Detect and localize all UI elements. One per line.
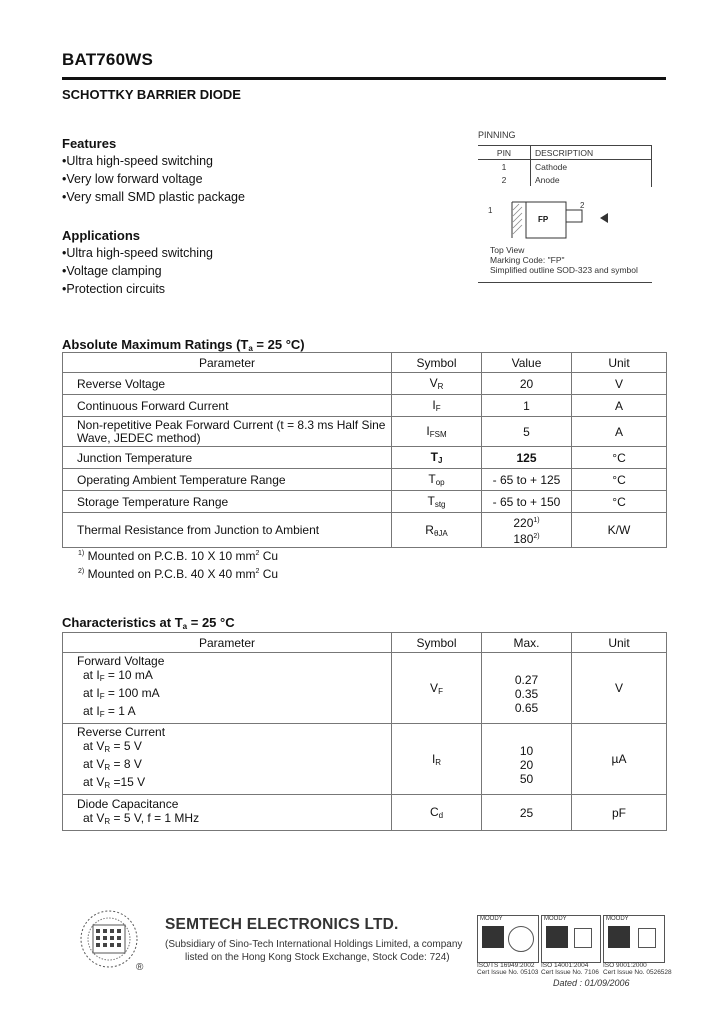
footnote: $^{1)}$ Mounted on P.C.B. 10 X 10 $mm^2$ Cu [78, 549, 279, 563]
col-header: Value [482, 353, 572, 373]
table-row: Operating Ambient Temperature Range $T_{op}$ - 65 to + 125 °C [63, 469, 667, 491]
ukas-seal-icon [638, 928, 656, 948]
table-row: Non-repetitive Peak Forward Current (t = 8.3 ms Half Sine Wave, JEDEC method) $I_{FSM}$ 5 A [63, 417, 667, 447]
table-row: Continuous Forward Current $I_F$ 1 A [63, 395, 667, 417]
table-row: Storage Temperature Range $T_{stg}$ - 65 to + 150 °C [63, 491, 667, 513]
pin-description: Anode [535, 174, 560, 185]
table-row: Junction Temperature $T_J$ 125 °C [63, 447, 667, 469]
table-row: Reverse Current at $V_R = 5$ V at $V_R = 8$ V at $V_R =15$ V $I_R$ 10 20 50 µA [63, 724, 667, 795]
table-row: Thermal Resistance from Junction to Ambient $R_{\theta JA}$ 220$^{1)}$ 180$^{2)}$ K/W [63, 513, 667, 548]
dated-stamp: Dated : 01/09/2006 [553, 978, 630, 988]
abs-max-footnotes [78, 546, 278, 582]
col-header: Unit [572, 353, 667, 373]
cathode-band-hatch [513, 204, 522, 234]
pin-2-label: 2 [580, 201, 585, 210]
ukas-seal-icon [574, 928, 592, 948]
pin-1-label: 1 [488, 206, 493, 215]
col-header: Symbol [392, 353, 482, 373]
list-item: • Very low forward voltage [62, 170, 245, 188]
cert-caption: ISO 9001:2000 Cert Issue No. 0526528 [603, 962, 672, 976]
diode-symbol-icon [600, 213, 608, 223]
moody-logo-icon [608, 926, 630, 948]
list-item: • Protection circuits [62, 280, 213, 298]
title-rule [62, 77, 666, 80]
registered-mark: ® [136, 962, 144, 973]
abs-max-table [62, 352, 667, 548]
cert-badge-iso-9001: MOODY [603, 915, 665, 963]
package-outline-diagram [486, 196, 626, 242]
pinning-title: PINNING [478, 130, 516, 140]
anode-lead [566, 210, 582, 222]
list-item: • Ultra high-speed switching [62, 152, 245, 170]
pinning-bottom-rule [478, 282, 652, 283]
list-item: • Ultra high-speed switching [62, 244, 213, 262]
col-header: Parameter [63, 353, 392, 373]
col-header: Max. [482, 633, 572, 653]
features-heading: Features [62, 136, 117, 151]
table-row: Reverse Voltage $V_R$ 20 V [63, 373, 667, 395]
characteristics-heading: Characteristics at $T_a = 25$ °C [62, 615, 235, 631]
company-subtitle: (Subsidiary of Sino-Tech International Holdings Limited, a company listed on the Hong Kong Stock Exchange, Stock Code: 724) [165, 939, 463, 963]
moody-logo-icon [546, 926, 568, 948]
features-list [62, 152, 245, 206]
pinning-col-desc: DESCRIPTION [531, 146, 653, 160]
semtech-logo-icon [76, 908, 142, 970]
caption-line: Marking Code: "FP" [490, 255, 565, 265]
document-subtitle: SCHOTTKY BARRIER DIODE [62, 87, 241, 102]
company-name: SEMTECH ELECTRONICS LTD. [165, 916, 399, 933]
pinning-caption [490, 245, 638, 275]
pinning-table [478, 145, 652, 186]
list-item: • Very small SMD plastic package [62, 188, 245, 206]
pinning-frame [651, 145, 652, 187]
characteristics-table [62, 632, 667, 831]
zero-seal-icon [508, 926, 534, 952]
applications-heading: Applications [62, 228, 141, 243]
abs-max-heading: Absolute Maximum Ratings ($T_a = 25$ °C) [62, 337, 305, 353]
pin-description: Cathode [535, 161, 568, 172]
pinning-col-pin: PIN [478, 146, 531, 160]
caption-line: Simplified outline SOD-323 and symbol [490, 265, 638, 275]
cert-caption: ISO/TS 16949:2002 Cert Issue No. 05103 [477, 962, 539, 976]
pin-number: 1 [478, 160, 531, 174]
col-header: Symbol [392, 633, 482, 653]
table-row: Diode Capacitance at $V_R = 5$ V, f = 1 MHz $C_d$ 25 pF [63, 795, 667, 831]
footnote: $^{2)}$ Mounted on P.C.B. 40 X 40 $mm^2$ Cu [78, 567, 279, 581]
col-header: Unit [572, 633, 667, 653]
applications-list [62, 244, 213, 298]
list-item: • Voltage clamping [62, 262, 213, 280]
cert-badge-iso-14001: MOODY [541, 915, 601, 963]
package-marking: FP [538, 215, 549, 224]
col-header: Parameter [63, 633, 392, 653]
caption-line: Top View [490, 245, 525, 255]
table-row: Forward Voltage at $I_F = 10$ mA at $I_F = 100$ mA at $I_F = 1$ A $V_F$ 0.27 0.35 0.65 V [63, 653, 667, 724]
pin-number: 2 [478, 173, 531, 186]
document-title: BAT760WS [62, 50, 154, 69]
moody-logo-icon [482, 926, 504, 948]
cert-caption: ISO 14001:2004 Cert Issue No. 7106 [541, 962, 599, 976]
cert-badge-iso-ts: MOODY [477, 915, 539, 963]
